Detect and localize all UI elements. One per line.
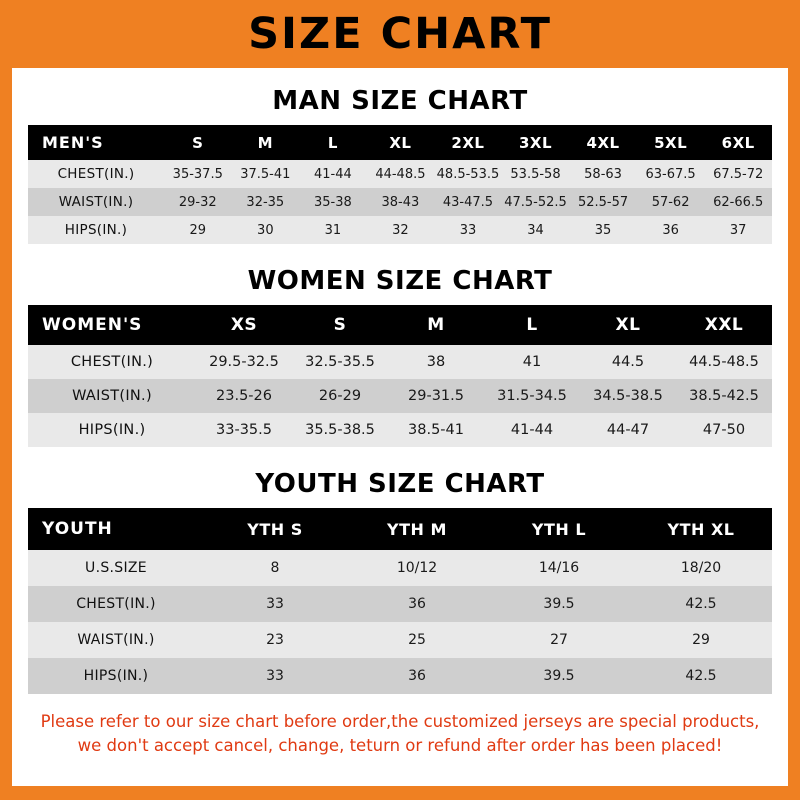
table-row (28, 216, 772, 244)
man-cell-0-0: 35-37.5 (172, 166, 223, 182)
man-cell-2-1: 30 (257, 222, 274, 238)
man-cell-0-2: 41-44 (313, 166, 352, 182)
youth-size-table (28, 508, 772, 694)
women-cell-1-1: 26-29 (318, 388, 362, 404)
table-row (28, 379, 772, 413)
man-cell-2-7: 36 (662, 222, 679, 238)
women-header-cell-5: XL (615, 315, 641, 335)
women-cell-2-1: 35.5-38.5 (305, 422, 375, 438)
man-header-cell-0: MEN'S (42, 133, 104, 152)
youth-header-cell-4: YTH XL (667, 519, 735, 539)
order-notice (28, 710, 772, 758)
man-header-cell-4: XL (389, 133, 412, 152)
youth-section-title: YOUTH SIZE CHART (255, 469, 545, 499)
man-cell-0-6: 58-63 (584, 166, 622, 182)
youth-cell-1-2: 39.5 (543, 596, 575, 612)
women-cell-2-3: 41-44 (510, 422, 554, 438)
women-cell-1-3: 31.5-34.5 (497, 388, 567, 404)
youth-header-cell-2: YTH M (387, 519, 447, 539)
youth-cell-3-1: 36 (408, 668, 426, 684)
man-cell-1-5: 47.5-52.5 (504, 194, 567, 210)
youth-table-header-row (28, 508, 772, 550)
women-header-cell-6: XXL (704, 315, 744, 335)
women-cell-0-5: 44.5-48.5 (689, 354, 759, 370)
youth-cell-3-0: 33 (266, 668, 284, 684)
man-header-cell-9: 6XL (721, 133, 755, 152)
man-header-cell-8: 5XL (654, 133, 688, 152)
man-cell-1-4: 43-47.5 (442, 194, 494, 210)
women-cell-1-0: 23.5-26 (216, 388, 272, 404)
man-cell-0-1: 37.5-41 (240, 166, 291, 182)
man-cell-1-1: 32-35 (246, 194, 285, 210)
header-banner (0, 0, 800, 68)
man-cell-0-4: 48.5-53.5 (436, 166, 500, 182)
youth-cell-2-0: 23 (266, 632, 284, 648)
man-cell-2-3: 32 (392, 222, 409, 238)
table-row (28, 345, 772, 379)
man-row-label-1: WAIST(IN.) (58, 194, 134, 210)
youth-cell-2-3: 29 (692, 632, 710, 648)
women-cell-0-0: 29.5-32.5 (209, 354, 279, 370)
man-cell-1-0: 29-32 (178, 194, 217, 210)
man-section-title: MAN SIZE CHART (272, 86, 528, 116)
order-notice-line-1: Please refer to our size chart before order,the customized jerseys are special products, (40, 712, 760, 731)
youth-cell-0-3: 18/20 (680, 560, 722, 576)
women-cell-2-2: 38.5-41 (408, 422, 464, 438)
man-cell-1-8: 62-66.5 (713, 194, 764, 210)
man-header-cell-5: 2XL (451, 133, 485, 152)
youth-cell-3-2: 39.5 (543, 668, 575, 684)
women-header-cell-0: WOMEN'S (42, 315, 143, 335)
man-header-cell-3: L (327, 133, 338, 152)
youth-row-label-2: WAIST(IN.) (77, 632, 155, 648)
women-cell-1-5: 38.5-42.5 (689, 388, 759, 404)
women-header-cell-2: S (333, 315, 347, 335)
man-cell-0-3: 44-48.5 (375, 166, 426, 182)
man-cell-1-3: 38-43 (381, 194, 420, 210)
youth-cell-0-2: 14/16 (538, 560, 580, 576)
man-cell-1-2: 35-38 (313, 194, 352, 210)
youth-cell-2-1: 25 (408, 632, 426, 648)
table-row (28, 413, 772, 447)
women-cell-1-4: 34.5-38.5 (593, 388, 663, 404)
man-cell-2-4: 33 (459, 222, 477, 238)
man-header-cell-2: M (257, 133, 274, 152)
order-notice-line-2: we don't accept cancel, change, teturn or refund after order has been placed! (77, 735, 723, 755)
women-header-cell-4: L (526, 315, 538, 335)
youth-header-cell-1: YTH S (247, 519, 303, 539)
women-cell-0-2: 38 (426, 354, 446, 370)
man-header-cell-1: S (192, 133, 204, 152)
women-cell-0-1: 32.5-35.5 (305, 354, 375, 370)
youth-cell-1-1: 36 (408, 596, 426, 612)
man-row-label-2: HIPS(IN.) (64, 222, 128, 238)
women-size-table (28, 305, 772, 447)
man-size-table (28, 125, 772, 244)
man-cell-1-6: 52.5-57 (577, 194, 629, 210)
women-cell-2-4: 44-47 (606, 422, 650, 438)
man-cell-2-8: 37 (729, 222, 747, 238)
table-row (28, 550, 772, 586)
table-row (28, 658, 772, 694)
footer-bar (0, 786, 800, 800)
women-cell-0-4: 44.5 (611, 354, 645, 370)
man-header-cell-6: 3XL (518, 133, 553, 152)
man-header-cell-7: 4XL (586, 133, 620, 152)
women-cell-1-2: 29-31.5 (408, 388, 464, 404)
man-cell-1-7: 57-62 (651, 194, 690, 210)
youth-row-label-0: U.S.SIZE (85, 560, 147, 576)
man-table-header-row (28, 125, 772, 160)
man-cell-0-8: 67.5-72 (713, 166, 764, 182)
man-cell-0-7: 63-67.5 (645, 166, 696, 182)
youth-cell-0-0: 8 (270, 560, 280, 576)
man-cell-2-0: 29 (189, 222, 207, 238)
page-title: SIZE CHART (248, 8, 552, 59)
youth-cell-1-3: 42.5 (685, 596, 717, 612)
youth-row-label-1: CHEST(IN.) (76, 596, 156, 612)
youth-header-cell-3: YTH L (531, 519, 587, 539)
man-cell-2-2: 31 (324, 222, 342, 238)
youth-cell-2-2: 27 (550, 632, 568, 648)
man-cell-2-5: 34 (527, 222, 544, 238)
youth-cell-1-0: 33 (266, 596, 284, 612)
table-row (28, 586, 772, 622)
youth-header-cell-0: YOUTH (42, 519, 113, 539)
youth-row-label-3: HIPS(IN.) (83, 668, 149, 684)
women-row-label-2: HIPS(IN.) (78, 422, 146, 438)
man-cell-2-6: 35 (594, 222, 612, 238)
women-row-label-1: WAIST(IN.) (72, 388, 152, 404)
table-row (28, 160, 772, 188)
women-cell-2-0: 33-35.5 (216, 422, 272, 438)
women-table-header-row (28, 305, 772, 345)
table-row (28, 188, 772, 216)
youth-cell-0-1: 10/12 (396, 560, 438, 576)
man-cell-0-5: 53.5-58 (510, 166, 561, 182)
women-cell-2-5: 47-50 (702, 422, 746, 438)
women-section-title: WOMEN SIZE CHART (247, 266, 553, 296)
women-cell-0-3: 41 (522, 354, 542, 370)
table-row (28, 622, 772, 658)
man-row-label-0: CHEST(IN.) (57, 166, 135, 182)
women-row-label-0: CHEST(IN.) (70, 354, 154, 370)
youth-cell-3-3: 42.5 (685, 668, 717, 684)
women-header-cell-1: XS (230, 315, 258, 335)
women-header-cell-3: M (427, 315, 445, 335)
